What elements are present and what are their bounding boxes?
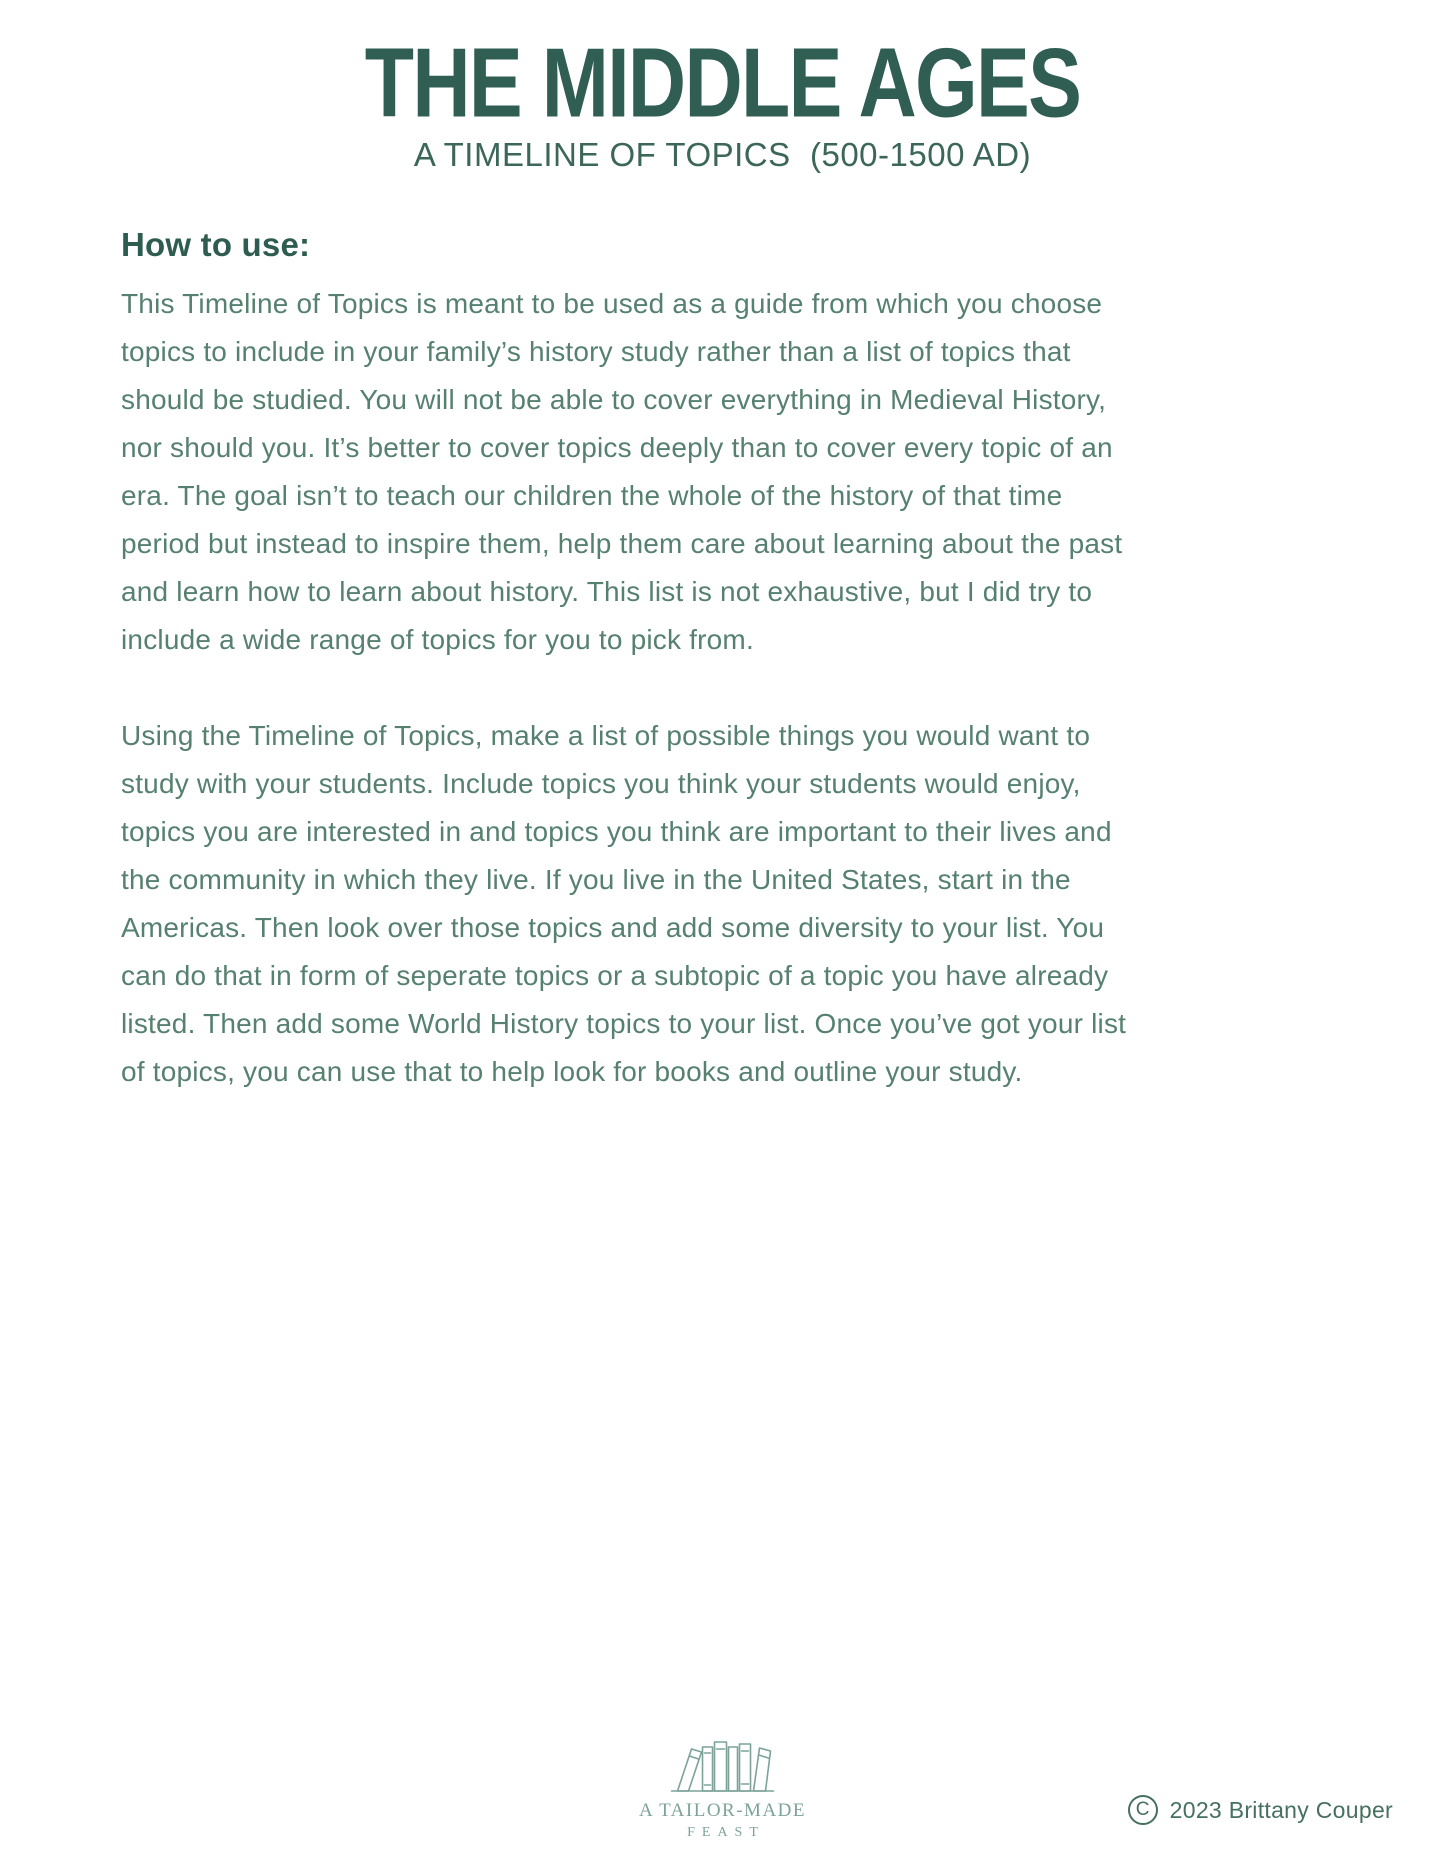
copyright-text: 2023 Brittany Couper (1169, 1796, 1393, 1823)
paragraph-how-to-use-1: This Timeline of Topics is meant to be used as a guide from which you choose topics to include in your family’s history study rather than a list of topics that should be studied. You will not be able to cover everything in Medieval History, nor should you. It’s better to cover topics deeply than to cover every topic of an era. The goal isn’t to teach our children the whole of the history of that time period but instead to inspire them, help them care about learning about the past and learn how to learn about history. This list is not exhaustive, but I did try to include a wide range of topics for you to pick from. (121, 288, 1123, 655)
brand-name: A TAILOR-MADE (639, 1800, 806, 1821)
books-icon (639, 1735, 806, 1798)
brand-name-secondary: FEAST (687, 1825, 765, 1840)
page-title: THE MIDDLE AGES (364, 28, 1081, 139)
section-heading: How to use: (121, 226, 311, 263)
paragraph-how-to-use-2: Using the Timeline of Topics, make a list of possible things you would want to study with your students. Include topics you think your students would enjoy, topics you are interested in and topics you think are important to their lives and the community in which they live. If you live in the United States, start in the Americas. Then look over those topics and add some diversity to your list. You can do that in form of seperate topics or a subtopic of a topic you have already listed. Then add some World History topics to your list. Once you’ve got your list of topics, you can use that to help look for books and outline your study. (121, 720, 1127, 1087)
document-body (121, 226, 1146, 1096)
page-subtitle: A TIMELINE OF TOPICS (500-1500 AD) (413, 136, 1032, 173)
document-header (0, 0, 1445, 174)
brand-logo (639, 1735, 806, 1841)
copyright-notice (1128, 1795, 1393, 1825)
copyright-icon: C (1128, 1795, 1158, 1825)
